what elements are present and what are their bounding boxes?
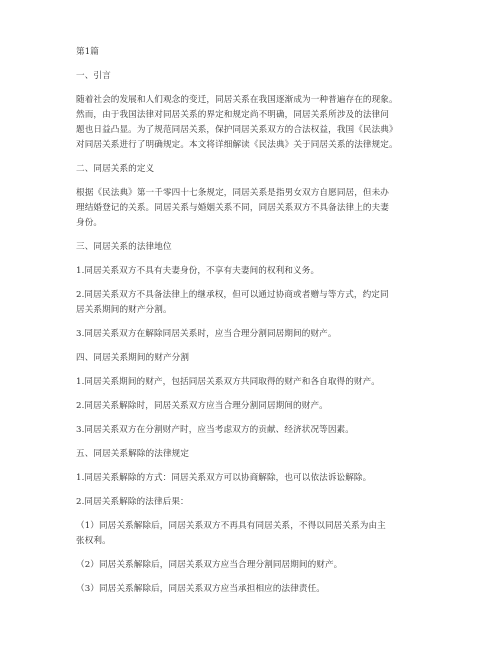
- section-heading: 二、同居关系的定义: [76, 164, 155, 174]
- paragraph-line: （3）同居关系解除后，同居关系双方应当承担相应的法律责任。: [76, 584, 325, 594]
- paragraph-line: 理结婚登记的关系。同居关系与婚姻关系不同，同居关系双方不具备法律上的夫妻: [76, 203, 389, 213]
- document-body: [76, 69, 474, 597]
- paragraph-line: 题也日益凸显。为了规范同居关系，保护同居关系双方的合法权益，我国《民法典》: [76, 125, 398, 135]
- paragraph-line: 1.同居关系解除的方式：同居关系双方可以协商解除，也可以依法诉讼解除。: [76, 473, 372, 483]
- paragraph-line: 居关系期间的财产分割。: [76, 305, 172, 315]
- paragraph-line: 随着社会的发展和人们观念的变迁，同居关系在我国逐渐成为一种普遍存在的现象。: [76, 95, 398, 105]
- paragraph-line: （2）同居关系解除后，同居关系双方应当合理分割同居期间的财产。: [76, 560, 343, 570]
- paragraph-line: 对同居关系进行了明确规定。本文将详细解读《民法典》关于同居关系的法律规定。: [76, 140, 398, 150]
- paragraph-line: 身份。: [76, 218, 103, 228]
- section-heading: 三、同居关系的法律地位: [76, 242, 172, 252]
- paragraph-line: 2.同居关系双方不具备法律上的继承权，但可以通过协商或者赠与等方式，约定同: [76, 290, 389, 300]
- paragraph-line: 2.同居关系解除时，同居关系双方应当合理分割同居期间的财产。: [76, 401, 328, 411]
- document-title: 第1篇: [76, 47, 99, 57]
- paragraph-line: 1.同居关系双方不具有夫妻身份，不享有夫妻间的权利和义务。: [76, 266, 320, 276]
- section-heading: 一、引言: [76, 71, 111, 81]
- section-heading: 四、同居关系期间的财产分割: [76, 353, 190, 363]
- paragraph-line: （1）同居关系解除后，同居关系双方不再具有同居关系，不得以同居关系为由主: [76, 521, 386, 531]
- paragraph-line: 然而，由于我国法律对同居关系的界定和规定尚不明确，同居关系所涉及的法律问: [76, 110, 389, 120]
- paragraph-line: 张权利。: [76, 536, 111, 546]
- paragraph-line: 根据《民法典》第一千零四十七条规定，同居关系是指男女双方自愿同居，但未办: [76, 188, 389, 198]
- paragraph-line: 2.同居关系解除的法律后果：: [76, 497, 189, 507]
- paragraph-line: 3.同居关系双方在分割财产时，应当考虑双方的贡献、经济状况等因素。: [76, 425, 354, 435]
- section-heading: 五、同居关系解除的法律规定: [76, 449, 190, 459]
- paragraph-line: 3.同居关系双方在解除同居关系时，应当合理分割同居期间的财产。: [76, 329, 337, 339]
- paragraph-line: 1.同居关系期间的财产，包括同居关系双方共同取得的财产和各自取得的财产。: [76, 377, 380, 387]
